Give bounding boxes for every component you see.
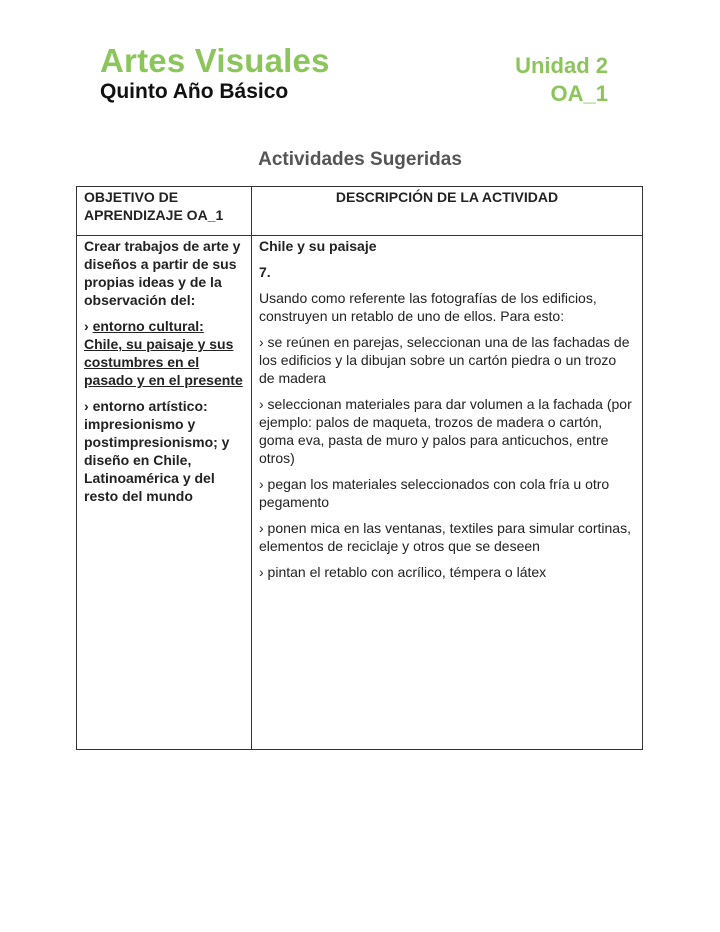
objective-item-text: entorno cultural: Chile, su paisaje y sus costumbres en el pasado y en el presente [84, 318, 243, 388]
table-row [77, 236, 643, 750]
activity-intro: Usando como referente las fotografías de los edificios, construyen un retablo de uno de ellos. Para esto: [259, 290, 597, 324]
oa-label: OA_1 [550, 81, 608, 106]
activity-number: 7. [259, 264, 271, 280]
activity-step: › seleccionan materiales para dar volumen a la fachada (por ejemplo: palos de maqueta, trozos de madera o cartón, goma eva, pasta de muro y palos para anticuchos, entre otros) [259, 396, 632, 466]
header-objective: OBJETIVO DE APRENDIZAJE OA_1 [77, 187, 252, 236]
unit-label: Unidad 2 [515, 53, 608, 78]
activity-step: › pegan los materiales seleccionados con cola fría u otro pegamento [259, 476, 610, 510]
grade-subtitle: Quinto Año Básico [100, 80, 289, 103]
objective-intro: Crear trabajos de arte y diseños a partir de sus propias ideas y de la observación del: [84, 238, 241, 308]
objective-cell [77, 236, 252, 750]
bullet: › [84, 398, 93, 414]
subject-title: Artes Visuales [100, 42, 330, 79]
objective-item-text: entorno artístico: impresionismo y postimpresionismo; y diseño en Chile, Latinoamérica y del resto del mundo [84, 398, 230, 504]
objective-item [84, 317, 244, 389]
activity-cell [252, 236, 643, 750]
activity-step: › pintan el retablo con acrílico, témpera o látex [259, 564, 547, 580]
activities-table [76, 186, 643, 750]
bullet: › [84, 318, 93, 334]
activity-step: › ponen mica en las ventanas, textiles para simular cortinas, elementos de reciclaje y otros que se deseen [259, 520, 631, 554]
activity-step: › se reúnen en parejas, seleccionan una de las fachadas de los edificios y la dibujan sobre un cartón piedra o un trozo de madera [259, 334, 630, 386]
header-description: DESCRIPCIÓN DE LA ACTIVIDAD [252, 187, 643, 236]
table-header-row [77, 187, 643, 236]
activity-title: Chile y su paisaje [259, 238, 377, 254]
objective-item [84, 397, 244, 505]
section-title: Actividades Sugeridas [258, 149, 462, 170]
